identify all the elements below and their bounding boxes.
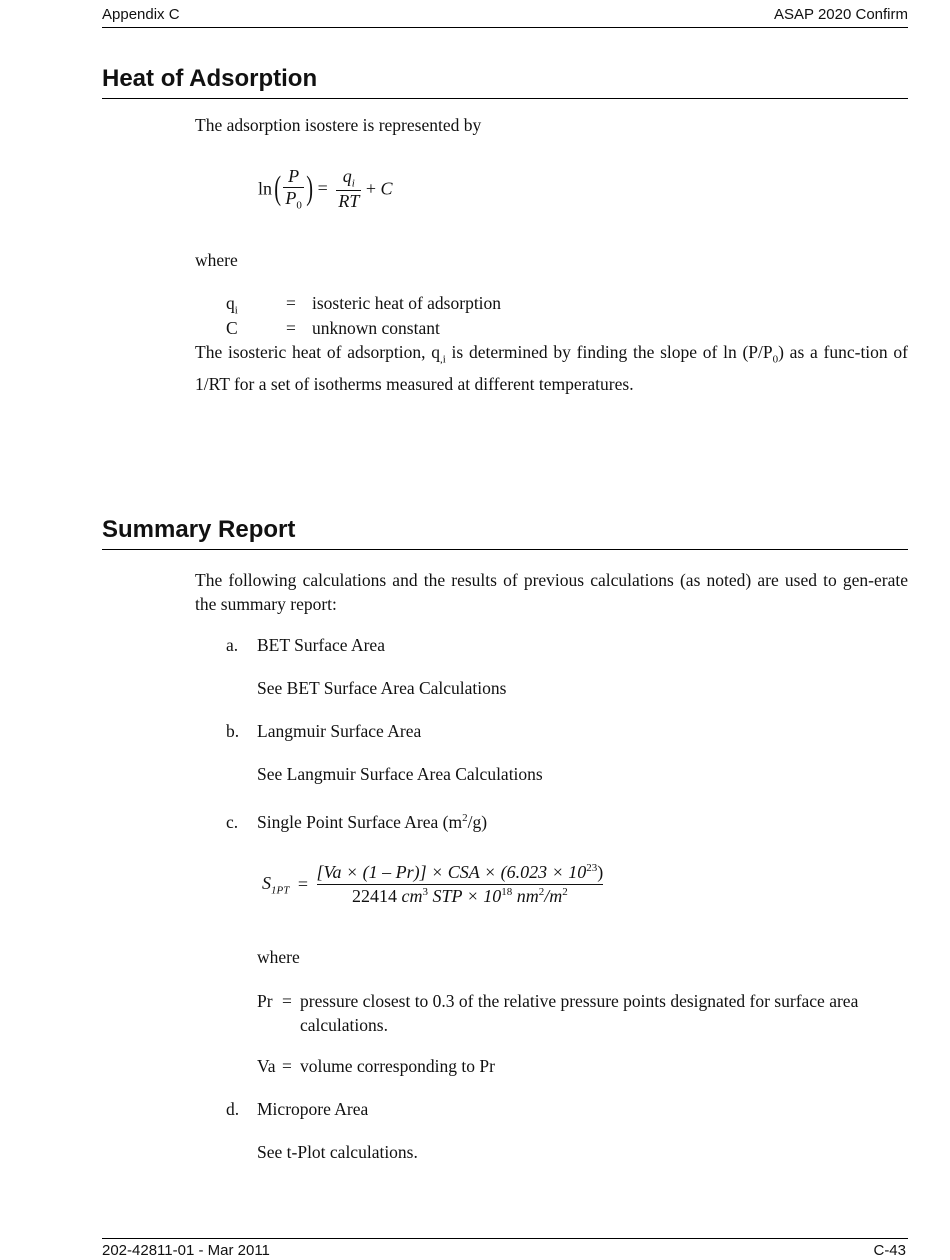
list-item: b. Langmuir Surface Area bbox=[226, 721, 422, 741]
definition-row: Va = volume corresponding to Pr bbox=[257, 1056, 495, 1076]
header-rule bbox=[102, 27, 908, 28]
section-rule-heat bbox=[102, 98, 908, 99]
footer-left: 202-42811-01 - Mar 2011 bbox=[102, 1242, 270, 1259]
eq-qi: q bbox=[342, 166, 352, 186]
page-number: C-43 bbox=[873, 1242, 906, 1259]
eq-RT: RT bbox=[338, 190, 360, 211]
list-item-note: See Langmuir Surface Area Calculations bbox=[257, 764, 543, 784]
list-item-note: See BET Surface Area Calculations bbox=[257, 678, 507, 698]
eq-ln: ln bbox=[258, 178, 273, 199]
eq-C: C bbox=[380, 178, 393, 199]
single-point-equation: $S_{1PT}$ = $\frac{[Va \times (1 - Pr)] \times CSA \times (6.023 \times 10^{23})}{22414 cm^3 STP \times 10^{18} nm^2/m^2}$ bbox=[262, 862, 604, 906]
eq-P0: P bbox=[285, 188, 297, 208]
definition-row: $q_i$ = isosteric heat of adsorption bbox=[226, 293, 502, 317]
footer-rule bbox=[102, 1238, 908, 1239]
definition-row: C = unknown constant bbox=[226, 318, 440, 338]
section-title-heat: Heat of Adsorption bbox=[102, 65, 318, 92]
running-header-right: ASAP 2020 Confirm bbox=[774, 6, 908, 23]
heat-where: where bbox=[195, 250, 238, 270]
summary-where: where bbox=[257, 947, 300, 967]
list-item: d. Micropore Area bbox=[226, 1099, 369, 1119]
list-item: c. Single Point Surface Area $(m^2/g)$ bbox=[226, 811, 488, 832]
definition-row: Pr = pressure closest to 0.3 of the relative pressure points designated for surface area calculations. bbox=[257, 991, 859, 1035]
heat-paragraph: The isosteric heat of adsorption, $q_{,i}$ is determined by finding the slope of $\ln (P/P_0)$ as a func-tion of 1/RT for a set of isotherms measured at different temperatures. bbox=[195, 342, 908, 394]
section-rule-summary bbox=[102, 549, 908, 550]
section-title-summary: Summary Report bbox=[102, 516, 296, 543]
eq-P: P bbox=[288, 166, 300, 186]
running-header-left: Appendix C bbox=[102, 6, 180, 23]
summary-intro: The following calculations and the results of previous calculations (as noted) are used to gen-erate the summary report: bbox=[195, 570, 908, 614]
heat-intro: The adsorption isostere is represented by bbox=[195, 115, 482, 135]
list-item-note: See t-Plot calculations. bbox=[257, 1142, 418, 1162]
list-item: a. BET Surface Area bbox=[226, 635, 385, 655]
isostere-equation: ln( $\frac{P}{P_0}$ ) = $\frac{q_i}{RT}$ + C bbox=[258, 166, 393, 212]
